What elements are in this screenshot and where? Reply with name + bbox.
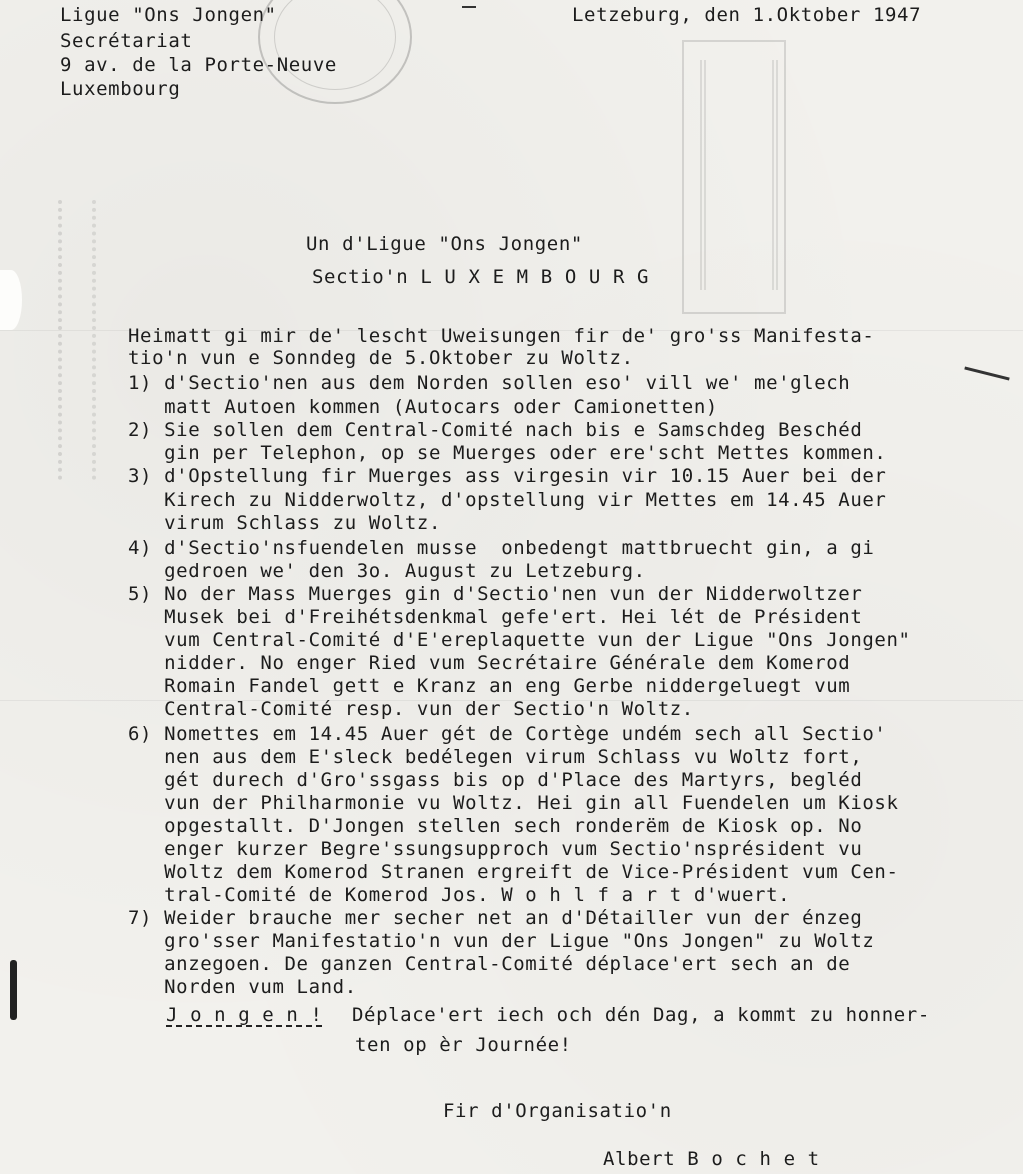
closing-exclamation: J o n g e n !	[166, 1004, 323, 1026]
item-line: 7) Weider brauche mer secher net an d'Détailler vun der énzeg	[128, 907, 863, 929]
item-line: gedroen we' den 3o. August zu Letzeburg.	[128, 560, 646, 582]
sender-line-3: 9 av. de la Porte-Neuve	[60, 54, 337, 76]
intro-line: Heimatt gi mir de' lescht Uweisungen fir de' gro'ss Manifesta-	[128, 325, 875, 347]
item-line: virum Schlass zu Woltz.	[128, 512, 442, 534]
signature-org-line: Fir d'Organisatio'n	[443, 1100, 672, 1122]
addressee-line-2: Sectio'n L U X E M B O U R G	[312, 266, 650, 288]
item-line: 5) No der Mass Muerges gin d'Sectio'nen vun der Nidderwoltzer	[128, 583, 863, 605]
closing-line-1: Déplace'ert iech och dén Dag, a kommt zu honner-	[352, 1004, 930, 1026]
item-line: matt Autoen kommen (Autocars oder Camionetten)	[128, 396, 718, 418]
item-line: Kirech zu Nidderwoltz, d'opstellung vir Mettes em 14.45 Auer	[128, 489, 887, 511]
item-line: Romain Fandel gett e Kranz an eng Gerbe niddergeluegt vum	[128, 675, 851, 697]
intro-line: tio'n vun e Sonndeg de 5.Oktober zu Woltz.	[128, 347, 634, 369]
addressee-line-1: Un d'Ligue "Ons Jongen"	[306, 233, 583, 255]
item-line: Woltz dem Komerod Stranen ergreift de Vice-Président vum Cen-	[128, 861, 899, 883]
item-line: enger kurzer Begre'ssungsupproch vum Sectio'nsprésident vu	[128, 838, 863, 860]
sender-line-4: Luxembourg	[60, 78, 181, 100]
closing-underline	[166, 1025, 322, 1027]
binder-clip-mark	[10, 960, 17, 1020]
item-line: gin per Telephon, op se Muerges oder ere'scht Mettes kommen.	[128, 442, 887, 464]
closing-line-2: ten op èr Journée!	[355, 1034, 572, 1056]
sender-line-2: Secrétariat	[60, 30, 193, 52]
item-line: 4) d'Sectio'nsfuendelen musse onbedengt mattbruecht gin, a gi	[128, 537, 875, 559]
item-line: nen aus dem E'sleck bedélegen virum Schlass vu Woltz fort,	[128, 746, 863, 768]
item-line: gro'sser Manifestatio'n vun der Ligue "Ons Jongen" zu Woltz	[128, 930, 875, 952]
date-line: Letzeburg, den 1.Oktober 1947	[572, 4, 922, 26]
item-line: Central-Comité resp. vun der Sectio'n Woltz.	[128, 698, 694, 720]
pen-tick-mark	[462, 6, 476, 8]
item-line: nidder. No enger Ried vum Secrétaire Générale dem Komerod	[128, 652, 851, 674]
item-line: 1) d'Sectio'nen aus dem Norden sollen eso' vill we' me'glech	[128, 372, 851, 394]
item-line: vun der Philharmonie vu Woltz. Hei gin all Fuendelen um Kiosk	[128, 792, 899, 814]
item-line: gét durech d'Gro'ssgass bis op d'Place des Martyrs, begléd	[128, 769, 863, 791]
signature-name: Albert B o c h e t	[603, 1148, 820, 1170]
sender-line-1: Ligue "Ons Jongen"	[60, 4, 277, 26]
item-line: 3) d'Opstellung fir Muerges ass virgesin vir 10.15 Auer bei der	[128, 465, 887, 487]
item-line: 6) Nomettes em 14.45 Auer gét de Cortège undém sech all Sectio'	[128, 723, 887, 745]
stamp-text-bleedthrough	[700, 60, 778, 290]
item-line: opgestallt. D'Jongen stellen sech ronderëm de Kiosk op. No	[128, 815, 863, 837]
item-line: anzegoen. De ganzen Central-Comité déplace'ert sech an de	[128, 953, 851, 975]
item-line: 2) Sie sollen dem Central-Comité nach bis e Samschdeg Beschéd	[128, 419, 863, 441]
item-line: vum Central-Comité d'E'ereplaquette vun der Ligue "Ons Jongen"	[128, 629, 911, 651]
item-line: Norden vum Land.	[128, 976, 357, 998]
item-line: Musek bei d'Freihétsdenkmal gefe'ert. Hei lét de Président	[128, 606, 863, 628]
left-stamp-bleedthrough	[58, 200, 96, 480]
item-line: tral-Comité de Komerod Jos. W o h l f a r t d'wuert.	[128, 884, 791, 906]
paper-tear	[0, 270, 22, 330]
